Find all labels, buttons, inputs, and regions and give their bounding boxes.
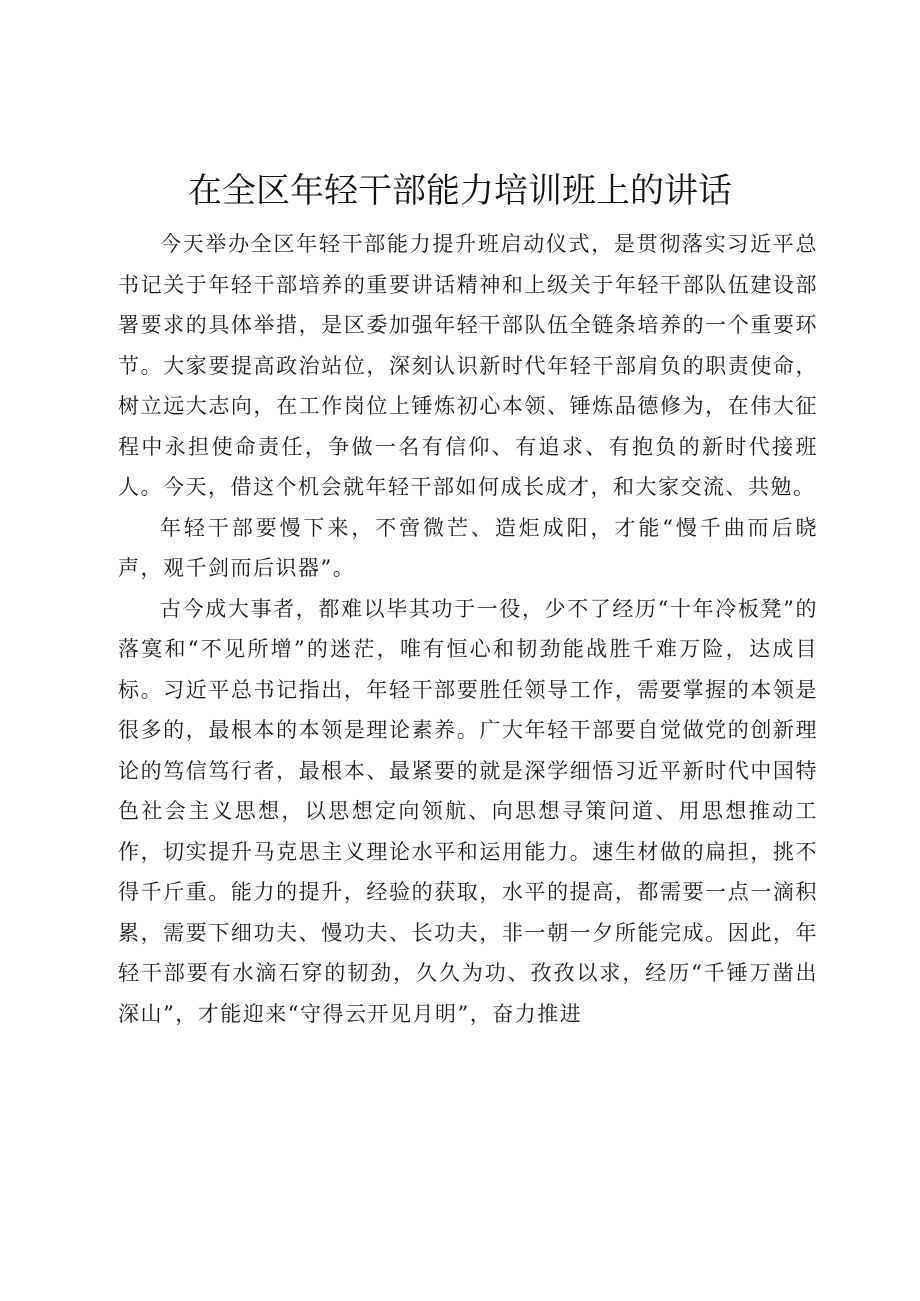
- paragraph-point-body: 古今成大事者，都难以毕其功于一役，少不了经历“十年冷板凳”的落寞和“不见所增”的迷茫，唯有恒心和韧劲能战胜千难万险，达成目标。习近平总书记指出，年轻干部要胜任领导工作，需要掌握的本领是很多的，最根本的本领是理论素养。广大年轻干部要自觉做党的创新理论的笃信笃行者，最根本、最紧要的就是深学细悟习近平新时代中国特色社会主义思想，以思想定向领航、向思想寻策问道、用思想推动工作，切实提升马克思主义理论水平和运用能力。速生材做的扁担，挑不得千斤重。能力的提升，经验的获取，水平的提高，都需要一点一滴积累，需要下细功夫、慢功夫、长功夫，非一朝一夕所能完成。因此，年轻干部要有水滴石穿的韧劲，久久为功、孜孜以求，经历“千锤万凿出深山”，才能迎来“守得云开见月明”，奋力推进: [118, 596, 818, 1026]
- paragraph-intro: 今天举办全区年轻干部能力提升班启动仪式，是贯彻落实习近平总书记关于年轻干部培养的重要讲话精神和上级关于年轻干部队伍建设部署要求的具体举措，是区委加强年轻干部队伍全链条培养的一个重要环节。大家要提高政治站位，深刻认识新时代年轻干部肩负的职责使命，树立远大志向，在工作岗位上锤炼初心本领、锤炼品德修为，在伟大征程中永担使命责任，争做一名有信仰、有追求、有抱负的新时代接班人。今天，借这个机会就年轻干部如何成长成才，和大家交流、共勉。: [118, 232, 818, 499]
- document-body: [118, 224, 818, 1034]
- paragraph-point-heading: 年轻干部要慢下来，不啻微芒、造炬成阳，才能“慢千曲而后晓声，观千剑而后识器”。: [118, 515, 818, 580]
- document-title: 在全区年轻干部能力培训班上的讲话: [188, 171, 732, 211]
